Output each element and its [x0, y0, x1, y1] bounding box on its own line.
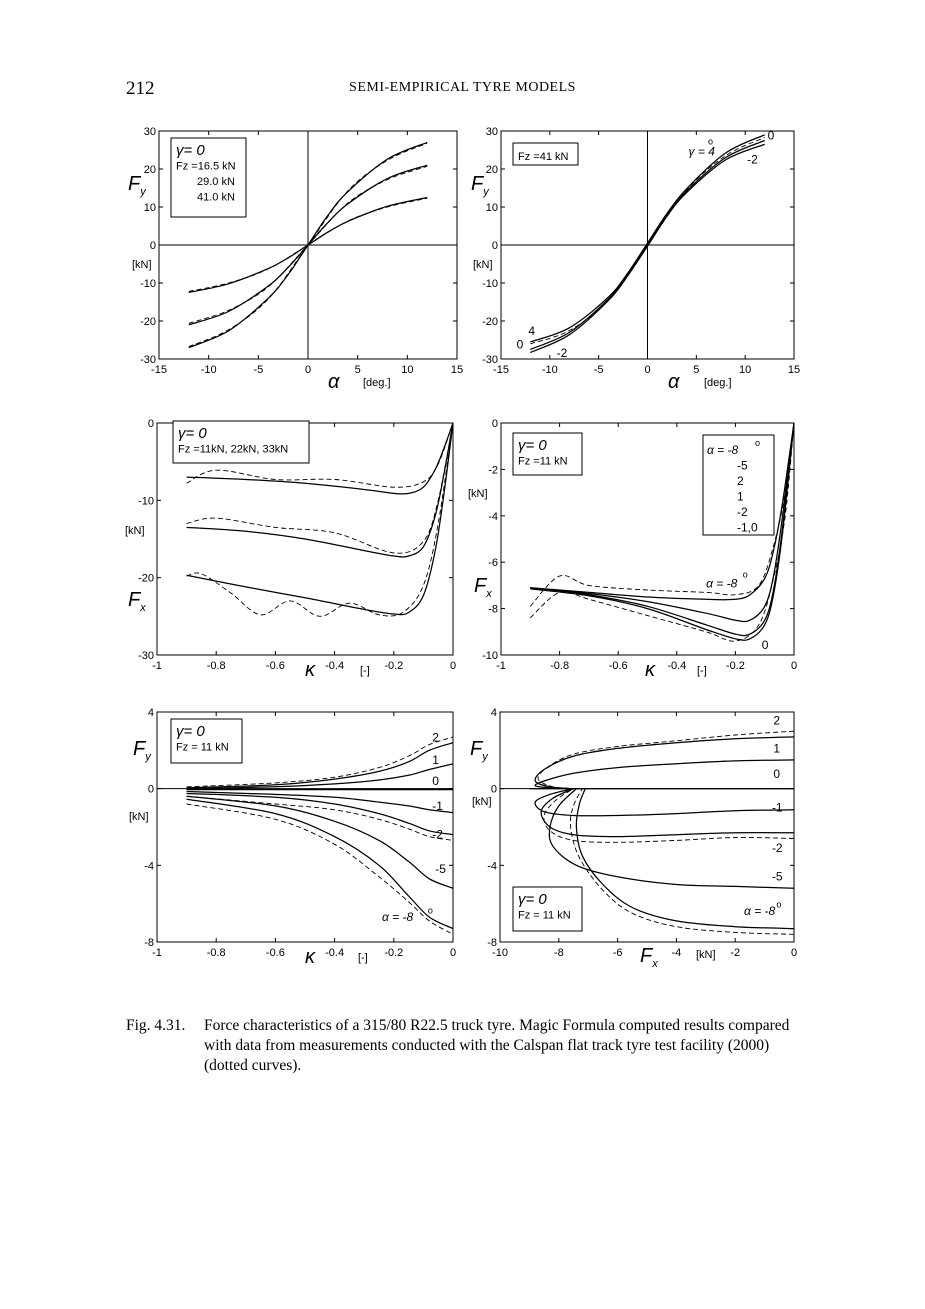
- x-tick-label: -0.8: [206, 660, 226, 672]
- chart-p3: [125, 418, 456, 681]
- x-axis-label: α: [668, 371, 680, 393]
- x-tick-label: 15: [450, 364, 464, 376]
- y-tick-label: -8: [488, 603, 498, 616]
- legend-alpha-line: 1: [737, 489, 744, 504]
- y-tick-label: 0: [491, 240, 498, 252]
- annotation: α = -8: [381, 909, 414, 924]
- x-tick-label: 0: [449, 947, 457, 959]
- y-axis-unit: [kN]: [129, 811, 149, 823]
- x-tick-label: 10: [401, 364, 414, 376]
- annotation: 4: [528, 324, 536, 339]
- y-axis-subscript: y: [482, 751, 488, 763]
- y-axis-subscript: y: [140, 186, 146, 198]
- x-tick-label: 0: [790, 947, 798, 959]
- y-tick-label: -10: [482, 278, 498, 290]
- x-tick-label: 0: [790, 660, 798, 672]
- legend-alpha-line: -2: [737, 505, 748, 519]
- y-tick-label: 4: [147, 707, 154, 719]
- x-tick-label: 15: [787, 364, 801, 376]
- y-axis-unit: [kN]: [472, 796, 492, 808]
- series--1: [535, 789, 794, 816]
- x-tick-label: -5: [253, 364, 264, 376]
- x-tick-label: -15: [493, 364, 509, 376]
- x-axis-label: α: [328, 371, 340, 393]
- series--5: [549, 789, 794, 889]
- x-tick-label: -1: [496, 660, 506, 672]
- legend-line: γ= 0: [518, 437, 547, 454]
- y-tick-label: -2: [488, 464, 498, 477]
- x-tick-label: -0.4: [325, 947, 345, 959]
- legend-line: 41.0 kN: [197, 191, 235, 204]
- legend-line: Fz =16.5 kN: [176, 160, 236, 173]
- y-tick-label: -30: [482, 354, 498, 366]
- y-axis-label: $F_y$: [128, 173, 146, 198]
- figure-caption: [126, 1016, 816, 1076]
- y-tick-label: -4: [488, 510, 498, 523]
- annotation: 1: [773, 741, 781, 756]
- annotation: o: [708, 136, 714, 147]
- x-tick-label: 0: [449, 660, 457, 672]
- y-axis-unit: [kN]: [468, 488, 488, 500]
- annotation: 0: [767, 128, 775, 143]
- y-tick-label: 20: [485, 164, 498, 176]
- legend-line: Fz = 11 kN: [518, 909, 571, 922]
- x-tick-label: -0.6: [608, 660, 628, 672]
- x-axis-subscript: x: [652, 958, 658, 970]
- chart-p1: [128, 126, 463, 393]
- annotation: 0: [516, 337, 524, 352]
- y-axis-subscript: y: [483, 186, 489, 198]
- x-tick-label: -0.8: [206, 947, 226, 959]
- x-axis-unit: [kN]: [696, 949, 716, 961]
- legend-line: Fz =11kN, 22kN, 33kN: [178, 443, 289, 456]
- annotation: o: [742, 569, 748, 580]
- series--2: [535, 737, 794, 789]
- y-axis-unit: [kN]: [125, 525, 145, 537]
- y-tick-label: -30: [138, 650, 154, 662]
- y-axis-unit: [kN]: [132, 259, 152, 271]
- annotation: o: [776, 899, 782, 910]
- legend-line: γ= 0: [518, 891, 547, 908]
- y-tick-label: 10: [485, 202, 498, 214]
- series--1: [535, 760, 794, 789]
- x-axis-label: κ: [645, 659, 655, 681]
- x-tick-label: -0.2: [384, 660, 404, 672]
- y-axis-subscript: x: [140, 602, 146, 614]
- caption-number: Fig. 4.31.: [126, 1017, 186, 1034]
- chart-p6: [470, 707, 797, 970]
- y-axis-label: $F_y$: [470, 738, 488, 763]
- annotation: α = -8: [744, 904, 776, 919]
- y-axis-label: $F_x$: [128, 589, 146, 614]
- x-axis-unit: [deg.]: [363, 377, 391, 389]
- annotation: -1: [771, 800, 783, 815]
- x-tick-label: -1: [152, 660, 162, 672]
- y-axis-label: $F_x$: [474, 575, 492, 600]
- legend-line: Fz = 11 kN: [176, 741, 229, 754]
- annotation: 0: [773, 767, 781, 782]
- y-tick-label: -6: [488, 557, 498, 570]
- annotation: γ = 4: [688, 144, 715, 159]
- series--2: [541, 789, 794, 837]
- annotation: 0: [761, 638, 769, 653]
- caption-text: Force characteristics of a 315/80 R22.5 truck tyre. Magic Formula computed results compared with data from measurements conducted with the Calspan flat track tyre test facility (2000) (dotted curves).: [204, 1017, 790, 1074]
- x-tick-label: -15: [151, 364, 167, 376]
- y-tick-label: -10: [138, 495, 154, 508]
- x-axis-unit: [-]: [360, 665, 370, 677]
- legend-degree-sup: o: [755, 438, 761, 448]
- legend-alpha-line: -1,0: [737, 520, 758, 535]
- legend-alpha-line: 2: [737, 474, 744, 488]
- y-tick-label: 10: [143, 202, 156, 214]
- page-number: 212: [126, 78, 155, 99]
- y-tick-label: 20: [143, 164, 156, 176]
- y-tick-label: -30: [140, 354, 156, 366]
- x-tick-label: -1: [152, 947, 162, 959]
- annotation: α = -8: [706, 576, 738, 591]
- legend-line: γ= 0: [178, 425, 207, 442]
- x-axis-label: κ: [305, 946, 315, 968]
- y-axis-unit: [kN]: [473, 259, 493, 271]
- annotation: 2: [432, 730, 439, 745]
- annotation: -1: [432, 798, 443, 813]
- y-tick-label: 0: [491, 418, 498, 430]
- x-tick-label: -0.6: [265, 947, 285, 959]
- annotation: -2: [432, 827, 443, 842]
- x-tick-label: 10: [739, 364, 752, 376]
- series-meas-2: [187, 796, 453, 840]
- annotation: -2: [556, 346, 568, 361]
- annotation: o: [427, 905, 433, 916]
- y-tick-label: 0: [149, 240, 156, 252]
- x-tick-label: -10: [541, 364, 558, 376]
- x-axis-unit: [-]: [358, 952, 368, 964]
- annotation: 0: [432, 773, 439, 788]
- y-tick-label: 30: [485, 126, 498, 138]
- x-tick-label: 0: [644, 364, 651, 376]
- x-tick-label: -5: [593, 364, 604, 376]
- x-tick-label: -0.4: [667, 660, 687, 672]
- y-tick-label: -8: [144, 937, 154, 949]
- y-tick-label: -10: [482, 650, 498, 662]
- x-tick-label: -0.6: [265, 660, 285, 672]
- y-axis-label: $F_y$: [133, 738, 151, 763]
- x-tick-label: -4: [671, 947, 682, 959]
- x-tick-label: -8: [553, 947, 564, 959]
- legend-line: γ= 0: [176, 142, 205, 159]
- x-tick-label: -10: [492, 947, 508, 959]
- legend-alpha-line: -5: [737, 458, 748, 473]
- y-tick-label: -20: [482, 316, 498, 328]
- x-axis-unit: [deg.]: [704, 377, 732, 389]
- y-tick-label: 30: [143, 126, 156, 138]
- x-tick-label: 5: [354, 364, 361, 376]
- y-tick-label: -20: [140, 316, 156, 328]
- y-axis-subscript: x: [486, 588, 492, 600]
- legend-line: γ= 0: [176, 723, 205, 740]
- y-tick-label: 0: [147, 418, 154, 430]
- y-tick-label: -4: [487, 860, 497, 873]
- y-axis-subscript: y: [145, 751, 151, 763]
- y-axis-label: $F_y$: [471, 173, 489, 198]
- chart-p2: [471, 126, 800, 393]
- x-tick-label: -6: [612, 947, 623, 959]
- annotation: -5: [771, 869, 783, 884]
- chart-p4: [468, 418, 797, 681]
- annotation: -5: [435, 862, 446, 876]
- annotation: -2: [771, 840, 783, 855]
- y-tick-label: 0: [147, 783, 154, 796]
- x-axis-label: κ: [305, 659, 315, 681]
- x-tick-label: -2: [730, 947, 741, 959]
- legend-line: Fz =41 kN: [518, 151, 569, 163]
- running-title: SEMI-EMPIRICAL TYRE MODELS: [349, 80, 576, 95]
- annotation: -2: [747, 152, 758, 167]
- annotation: 2: [773, 713, 781, 728]
- legend-line: 29.0 kN: [197, 176, 235, 188]
- x-tick-label: -0.2: [725, 660, 745, 672]
- y-tick-label: 0: [490, 783, 497, 796]
- annotation: 1: [432, 752, 439, 767]
- x-tick-label: 0: [304, 364, 312, 376]
- x-tick-label: -0.8: [550, 660, 570, 672]
- x-axis-label: $F_x$: [640, 945, 658, 970]
- chart-p5: [129, 707, 456, 968]
- y-tick-label: -10: [140, 278, 156, 290]
- y-tick-label: -8: [487, 937, 497, 949]
- y-tick-label: -20: [138, 572, 154, 585]
- legend-line: Fz =11 kN: [518, 455, 568, 468]
- x-tick-label: 5: [693, 364, 700, 376]
- y-tick-label: 4: [490, 707, 497, 719]
- x-tick-label: -0.2: [384, 947, 404, 959]
- x-axis-unit: [-]: [697, 665, 707, 677]
- x-tick-label: -0.4: [325, 660, 345, 672]
- y-tick-label: -4: [144, 860, 154, 873]
- x-tick-label: -10: [200, 364, 217, 376]
- legend-alpha-line: α = -8: [707, 443, 739, 457]
